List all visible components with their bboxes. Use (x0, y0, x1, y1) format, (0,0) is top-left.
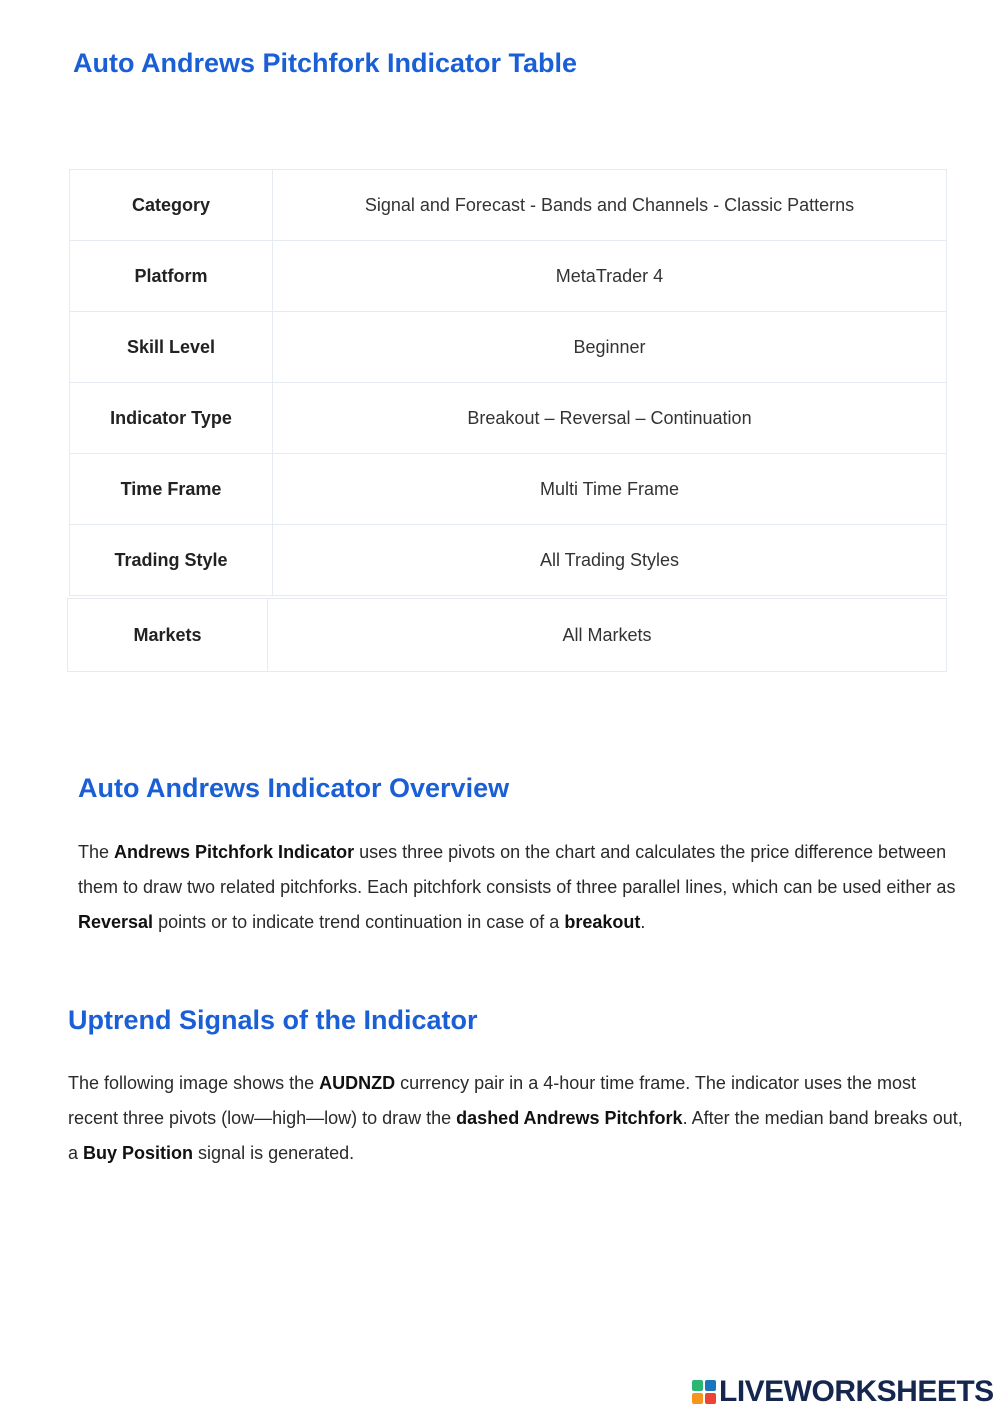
overview-paragraph: The Andrews Pitchfork Indicator uses three pivots on the chart and calculates the price difference between them to draw two related pitchforks. Each pitchfork consists of three parallel lines, which can be used either as Reversal points or to indicate trend continuation in case of a breakout. (78, 842, 956, 932)
row-label: Category (70, 170, 273, 241)
row-label: Time Frame (70, 454, 273, 525)
row-value: Multi Time Frame (273, 454, 947, 525)
row-value: Signal and Forecast - Bands and Channels - Classic Patterns (273, 170, 947, 241)
logo-square (692, 1380, 703, 1391)
table-row (70, 454, 947, 525)
indicator-info-table (69, 169, 947, 596)
table-row (70, 383, 947, 454)
logo-square (705, 1393, 716, 1404)
uptrend-heading: Uptrend Signals of the Indicator (68, 1005, 478, 1035)
table-row (70, 170, 947, 241)
row-value: All Trading Styles (273, 525, 947, 596)
row-label: Indicator Type (70, 383, 273, 454)
table-row (70, 241, 947, 312)
logo-square (692, 1393, 703, 1404)
markets-table (67, 598, 947, 672)
uptrend-paragraph: The following image shows the AUDNZD currency pair in a 4-hour time frame. The indicator uses the most recent three pivots (low—high—low) to draw the dashed Andrews Pitchfork. After the median band breaks out, a Buy Position signal is generated. (68, 1073, 963, 1163)
table-row (68, 599, 947, 672)
table-row (70, 312, 947, 383)
logo-mark-icon (692, 1380, 716, 1404)
row-value: Breakout – Reversal – Continuation (273, 383, 947, 454)
logo-square (705, 1380, 716, 1391)
row-label: Markets (68, 599, 268, 672)
row-value: All Markets (268, 599, 947, 672)
liveworksheets-logo (692, 1375, 994, 1409)
table-row (70, 525, 947, 596)
row-value: Beginner (273, 312, 947, 383)
overview-heading: Auto Andrews Indicator Overview (78, 773, 510, 803)
row-label: Skill Level (70, 312, 273, 383)
row-label: Platform (70, 241, 273, 312)
row-value: MetaTrader 4 (273, 241, 947, 312)
logo-text: LIVEWORKSHEETS (719, 1375, 994, 1408)
row-label: Trading Style (70, 525, 273, 596)
page-title: Auto Andrews Pitchfork Indicator Table (73, 48, 578, 78)
